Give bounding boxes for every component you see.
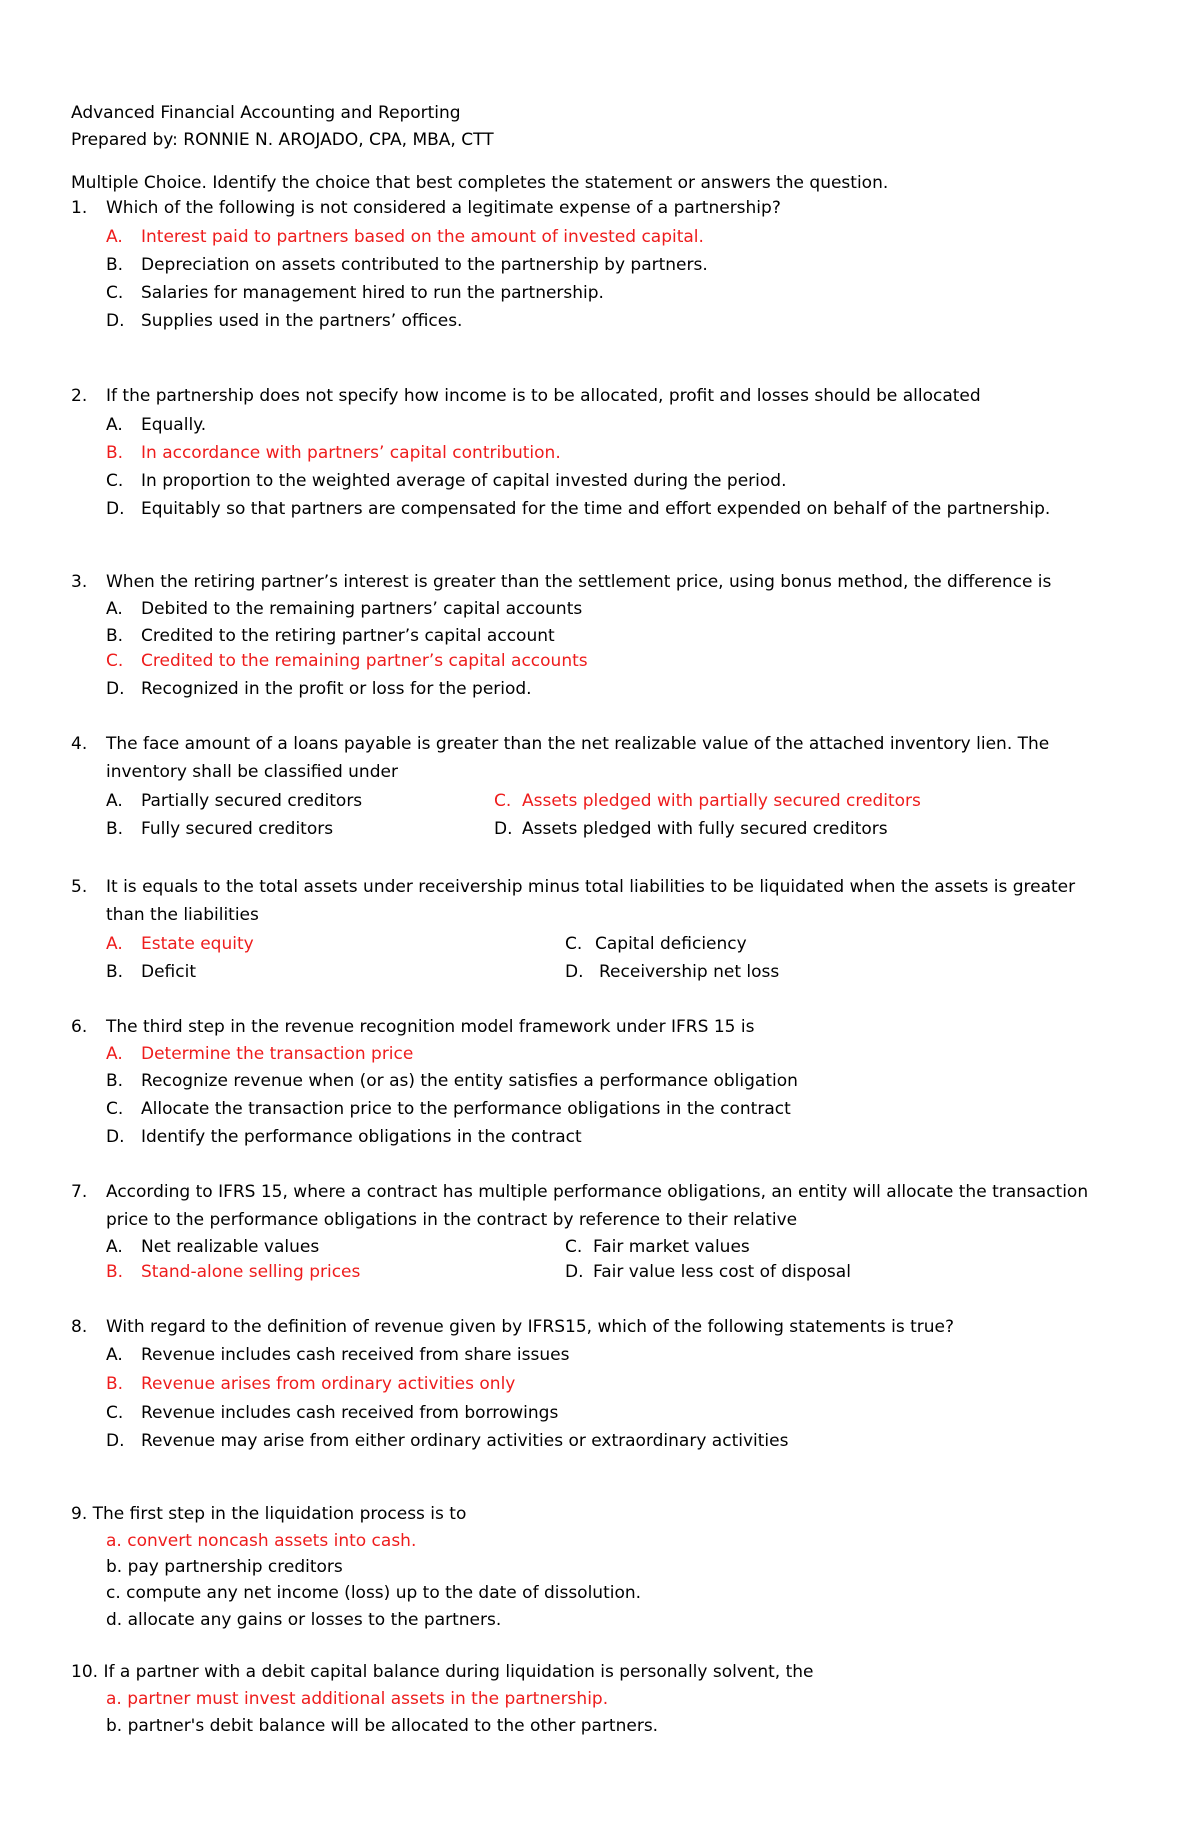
question-5-stem [71, 876, 1075, 898]
question-text: The face amount of a loans payable is greater than the net realizable value of the attached inventory lien. The [106, 734, 1050, 754]
q8-option-c: C. Revenue includes cash received from borrowings [106, 1403, 559, 1423]
question-number: 10. [71, 1662, 99, 1682]
question-3-stem [71, 571, 1051, 593]
q7-option-a: A. Net realizable values [106, 1237, 320, 1257]
question-number: 3. [71, 572, 88, 592]
question-number: 8. [71, 1317, 88, 1337]
q8-option-b-answer: B. Revenue arises from ordinary activities only [106, 1374, 516, 1394]
q5-option-c: C. Capital deficiency [565, 934, 747, 954]
question-number: 9. [71, 1504, 88, 1524]
prepared-by: Prepared by: RONNIE N. AROJADO, CPA, MBA, CTT [71, 130, 494, 150]
q1-option-b: B. Depreciation on assets contributed to the partnership by partners. [106, 255, 708, 275]
q6-option-a-answer: A. Determine the transaction price [106, 1044, 414, 1064]
question-text: If a partner with a debit capital balance during liquidation is personally solvent, the [103, 1662, 814, 1682]
question-4-stem [71, 733, 1049, 755]
q8-option-a: A. Revenue includes cash received from share issues [106, 1345, 570, 1365]
q3-option-a: A. Debited to the remaining partners’ capital accounts [106, 599, 583, 619]
q3-option-b: B. Credited to the retiring partner’s capital account [106, 626, 555, 646]
q10-option-b: b. partner's debit balance will be allocated to the other partners. [106, 1716, 659, 1736]
question-text: The third step in the revenue recognition model framework under IFRS 15 is [106, 1017, 755, 1037]
q10-option-a-answer: a. partner must invest additional assets in the partnership. [106, 1689, 609, 1709]
q4-option-d: D. Assets pledged with fully secured creditors [494, 819, 888, 839]
question-text: When the retiring partner’s interest is greater than the settlement price, using bonus method, the difference is [106, 572, 1052, 592]
q5-option-b: B. Deficit [106, 962, 196, 982]
q6-option-b: B. Recognize revenue when (or as) the entity satisfies a performance obligation [106, 1071, 798, 1091]
question-number: 6. [71, 1017, 88, 1037]
q3-option-d: D. Recognized in the profit or loss for the period. [106, 679, 532, 699]
q7-option-b-answer: B. Stand-alone selling prices [106, 1262, 361, 1282]
q9-option-c: c. compute any net income (loss) up to the date of dissolution. [106, 1583, 642, 1603]
q9-option-b: b. pay partnership creditors [106, 1557, 343, 1577]
question-number: 4. [71, 734, 88, 754]
question-7-stem-cont: price to the performance obligations in the contract by reference to their relative [106, 1210, 798, 1230]
q2-option-d: D. Equitably so that partners are compensated for the time and effort expended on behalf of the partnership. [106, 499, 1051, 519]
question-10-stem [71, 1661, 814, 1683]
q4-option-b: B. Fully secured creditors [106, 819, 334, 839]
question-number: 1. [71, 198, 88, 218]
question-text: If the partnership does not specify how income is to be allocated, profit and losses should be allocated [106, 386, 981, 406]
question-text: Which of the following is not considered a legitimate expense of a partnership? [106, 198, 781, 218]
question-9-stem [71, 1503, 466, 1525]
question-number: 5. [71, 877, 88, 897]
q8-option-d: D. Revenue may arise from either ordinary activities or extraordinary activities [106, 1431, 789, 1451]
q2-option-c: C. In proportion to the weighted average of capital invested during the period. [106, 471, 787, 491]
question-7-stem [71, 1181, 1088, 1203]
q9-option-a-answer: a. convert noncash assets into cash. [106, 1531, 417, 1551]
question-1-stem [71, 197, 781, 219]
instructions: Multiple Choice. Identify the choice that best completes the statement or answers the question. [71, 173, 889, 193]
question-text: The first step in the liquidation process is to [92, 1504, 467, 1524]
question-8-stem [71, 1316, 954, 1338]
question-number: 7. [71, 1182, 88, 1202]
question-4-stem-cont: inventory shall be classified under [106, 762, 398, 782]
question-6-stem [71, 1016, 754, 1038]
q9-option-d: d. allocate any gains or losses to the partners. [106, 1610, 502, 1630]
course-title: Advanced Financial Accounting and Reporting [71, 103, 461, 123]
question-text: According to IFRS 15, where a contract has multiple performance obligations, an entity will allocate the transaction [106, 1182, 1089, 1202]
q4-option-a: A. Partially secured creditors [106, 791, 363, 811]
q6-option-c: C. Allocate the transaction price to the performance obligations in the contract [106, 1099, 791, 1119]
q5-option-d: D. Receivership net loss [565, 962, 780, 982]
q1-option-d: D. Supplies used in the partners’ offices. [106, 311, 463, 331]
question-5-stem-cont: than the liabilities [106, 905, 259, 925]
q1-option-c: C. Salaries for management hired to run the partnership. [106, 283, 604, 303]
q7-option-c: C. Fair market values [565, 1237, 750, 1257]
q2-option-a: A. Equally. [106, 415, 207, 435]
q1-option-a-answer: A. Interest paid to partners based on the amount of invested capital. [106, 227, 704, 247]
question-text: It is equals to the total assets under receivership minus total liabilities to be liquidated when the assets is greater [106, 877, 1076, 897]
question-number: 2. [71, 386, 88, 406]
q2-option-b-answer: B. In accordance with partners’ capital contribution. [106, 443, 561, 463]
question-text: With regard to the definition of revenue given by IFRS15, which of the following statements is true? [106, 1317, 954, 1337]
q5-option-a-answer: A. Estate equity [106, 934, 254, 954]
q4-option-c-answer: C. Assets pledged with partially secured creditors [494, 791, 921, 811]
q7-option-d: D. Fair value less cost of disposal [565, 1262, 851, 1282]
question-2-stem [71, 385, 981, 407]
q3-option-c-answer: C. Credited to the remaining partner’s capital accounts [106, 651, 588, 671]
q6-option-d: D. Identify the performance obligations in the contract [106, 1127, 582, 1147]
